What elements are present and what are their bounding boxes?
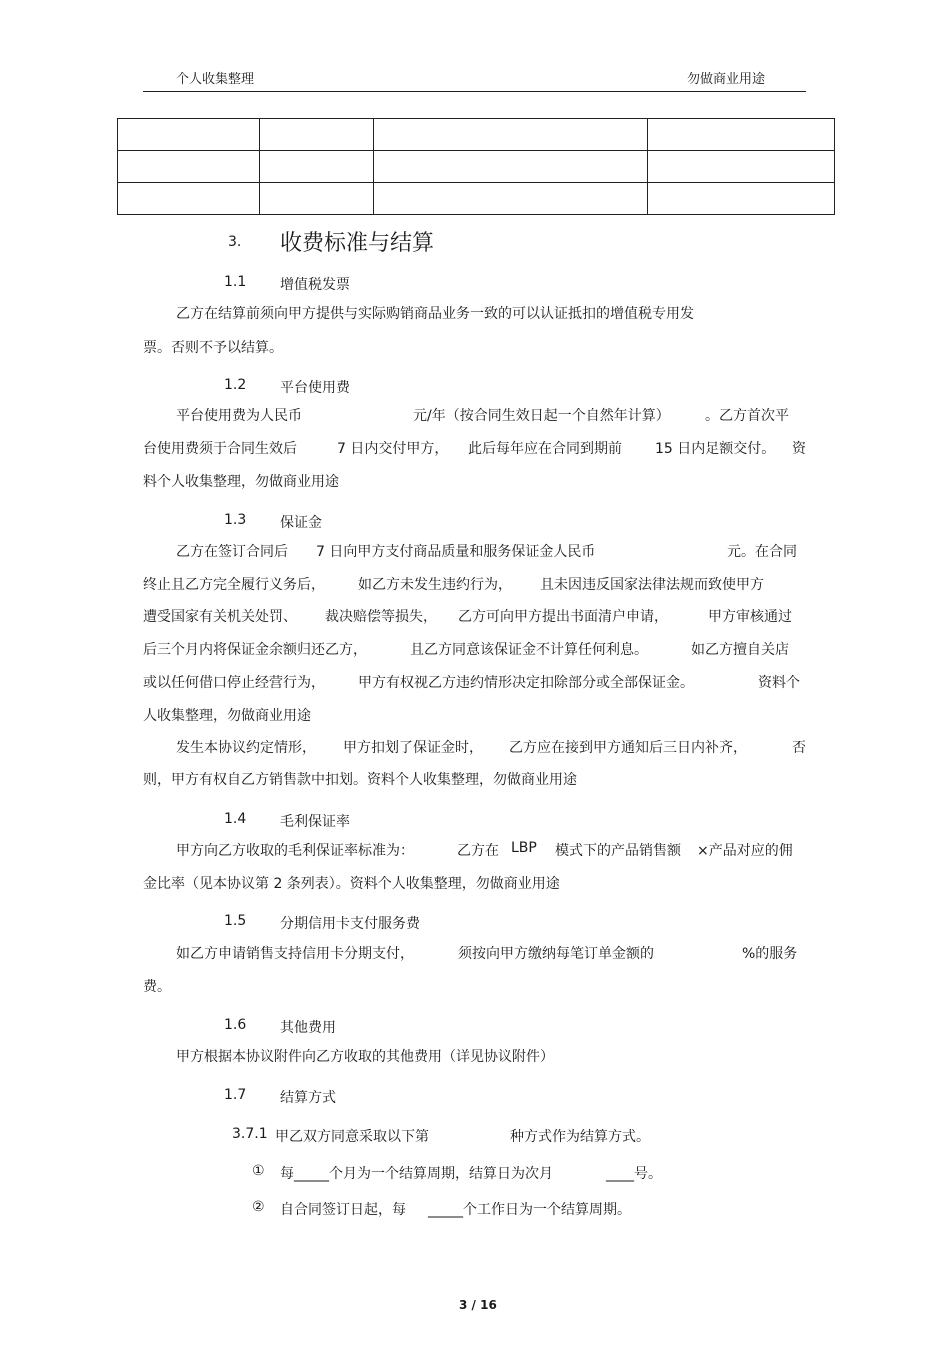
clause-1-2-number: 1.2 (224, 377, 247, 393)
table-row (118, 119, 835, 151)
clause-1-6-title: 其他费用 (280, 1020, 336, 1036)
page-number: 3 / 16 (459, 1298, 497, 1312)
clause-1-5-line1a: 如乙方申请销售支持信用卡分期支付， (176, 946, 414, 962)
section-title: 收费标准与结算 (280, 231, 435, 256)
clause-1-3-number: 1.3 (224, 512, 247, 528)
clause-1-2-title: 平台使用费 (280, 380, 350, 396)
clause-1-3-line1c: 元。在合同 (727, 544, 797, 560)
option-1-marker: ① (252, 1163, 265, 1179)
table-cell (648, 151, 835, 183)
clause-1-5-line1b: 须按向甲方缴纳每笔订单金额的 (458, 946, 654, 962)
clause-1-3-line1b: 7 日向甲方支付商品质量和服务保证金人民币 (316, 544, 596, 560)
section-number: 3. (228, 234, 242, 250)
table-cell (259, 119, 373, 151)
clause-1-5-line1c: %的服务 (742, 946, 798, 962)
table-cell (118, 183, 260, 215)
clause-1-2-line2c: 此后每年应在合同到期前 (468, 441, 622, 457)
clause-1-3-line5b: 甲方有权视乙方违约情形决定扣除部分或全部保证金。 (358, 675, 694, 691)
table-cell (118, 151, 260, 183)
clause-1-3-line5a: 或以任何借口停止经营行为， (143, 675, 325, 691)
clause-3-7-1-text-a: 甲乙双方同意采取以下第 (275, 1129, 429, 1145)
clause-1-4-line1d: 模式下的产品销售额 (555, 843, 681, 859)
clause-1-2-line1c: 。乙方首次平 (705, 408, 789, 424)
clause-1-4-line1a: 甲方向乙方收取的毛利保证率标准为： (176, 843, 414, 859)
clause-1-3-line2c: 且未因违反国家法律法规而致使甲方 (540, 577, 764, 593)
clause-1-2-line1a: 平台使用费为人民币 (176, 408, 302, 424)
clause-1-4-number: 1.4 (224, 811, 247, 827)
clause-1-2-line2a: 台使用费须于合同生效后 (143, 441, 297, 457)
clause-1-3-line4b: 且乙方同意该保证金不计算任何利息。 (410, 642, 648, 658)
table-cell (648, 183, 835, 215)
clause-1-3-line6: 人收集整理，勿做商业用途 (143, 708, 311, 724)
clause-1-1-title: 增值税发票 (280, 277, 350, 293)
table-cell (648, 119, 835, 151)
clause-1-3-line8: 则，甲方有权自乙方销售款中扣划。资料个人收集整理，勿做商业用途 (143, 772, 577, 788)
clause-1-6-line1: 甲方根据本协议附件向乙方收取的其他费用（详见协议附件） (176, 1049, 554, 1065)
clause-1-1-number: 1.1 (224, 274, 247, 290)
clause-1-5-line2: 费。 (143, 979, 171, 995)
clause-1-4-title: 毛利保证率 (280, 814, 350, 830)
clause-1-3-line3b: 裁决赔偿等损失， (325, 609, 437, 625)
clause-3-7-1-number: 3.7.1 (232, 1126, 268, 1142)
option-2-marker: ② (252, 1199, 265, 1215)
table-row (118, 151, 835, 183)
clause-1-3-title: 保证金 (280, 515, 322, 531)
clause-1-4-line1c: LBP (511, 840, 537, 856)
clause-1-2-line1b: 元/年（按合同生效日起一个自然年计算） (413, 408, 670, 424)
clause-1-5-number: 1.5 (224, 913, 247, 929)
clause-1-3-line1a: 乙方在签订合同后 (176, 544, 288, 560)
clause-1-3-line7a: 发生本协议约定情形， (176, 740, 316, 756)
table-row (118, 183, 835, 215)
clause-1-4-line1e: ×产品对应的佣 (697, 843, 793, 859)
clause-1-3-line4c: 如乙方擅自关店 (691, 642, 789, 658)
clause-1-1-line2: 票。否则不予以结算。 (143, 340, 283, 356)
clause-3-7-1-text-b: 种方式作为结算方式。 (510, 1129, 650, 1145)
clause-1-2-line2d: 15 日内足额交付。 (655, 441, 776, 457)
option-2-text-b: _____个工作日为一个结算周期。 (428, 1202, 631, 1218)
clause-1-2-line3: 料个人收集整理，勿做商业用途 (143, 474, 339, 490)
clause-1-1-line1: 乙方在结算前须向甲方提供与实际购销商品业务一致的可以认证抵扣的增值税专用发 (176, 306, 694, 322)
table-cell (373, 151, 648, 183)
clause-1-2-line2e: 资 (792, 441, 806, 457)
clause-1-2-line2b: 7 日内交付甲方， (337, 441, 449, 457)
clause-1-3-line2b: 如乙方未发生违约行为， (358, 577, 512, 593)
option-2-text-a: 自合同签订日起，每 (280, 1202, 406, 1218)
clause-1-3-line3c: 乙方可向甲方提出书面清户申请， (458, 609, 668, 625)
table-cell (118, 119, 260, 151)
clause-1-3-line7c: 乙方应在接到甲方通知后三日内补齐， (509, 740, 747, 756)
table-cell (373, 119, 648, 151)
clause-1-5-title: 分期信用卡支付服务费 (280, 916, 420, 932)
empty-table (117, 118, 835, 215)
header-left: 个人收集整理 (176, 72, 255, 87)
table-cell (373, 183, 648, 215)
header-rule (143, 91, 806, 92)
table-cell (259, 151, 373, 183)
header-right: 勿做商业用途 (687, 72, 766, 87)
clause-1-7-title: 结算方式 (280, 1090, 336, 1106)
clause-1-3-line3a: 遭受国家有关机关处罚、 (143, 609, 297, 625)
table-cell (259, 183, 373, 215)
clause-1-3-line7d: 否 (792, 740, 806, 756)
clause-1-4-line2: 金比率（见本协议第 2 条列表）。资料个人收集整理，勿做商业用途 (143, 876, 560, 892)
clause-1-3-line4a: 后三个月内将保证金余额归还乙方， (143, 642, 367, 658)
clause-1-3-line3d: 甲方审核通过 (708, 609, 792, 625)
option-1-text-a: 每_____个月为一个结算周期，结算日为次月 (280, 1166, 553, 1182)
clause-1-6-number: 1.6 (224, 1017, 247, 1033)
clause-1-3-line7b: 甲方扣划了保证金时， (343, 740, 483, 756)
clause-1-3-line5c: 资料个 (758, 675, 800, 691)
clause-1-3-line2a: 终止且乙方完全履行义务后， (143, 577, 325, 593)
clause-1-7-number: 1.7 (224, 1087, 247, 1103)
option-1-text-b: ____号。 (606, 1166, 662, 1182)
clause-1-4-line1b: 乙方在 (457, 843, 499, 859)
